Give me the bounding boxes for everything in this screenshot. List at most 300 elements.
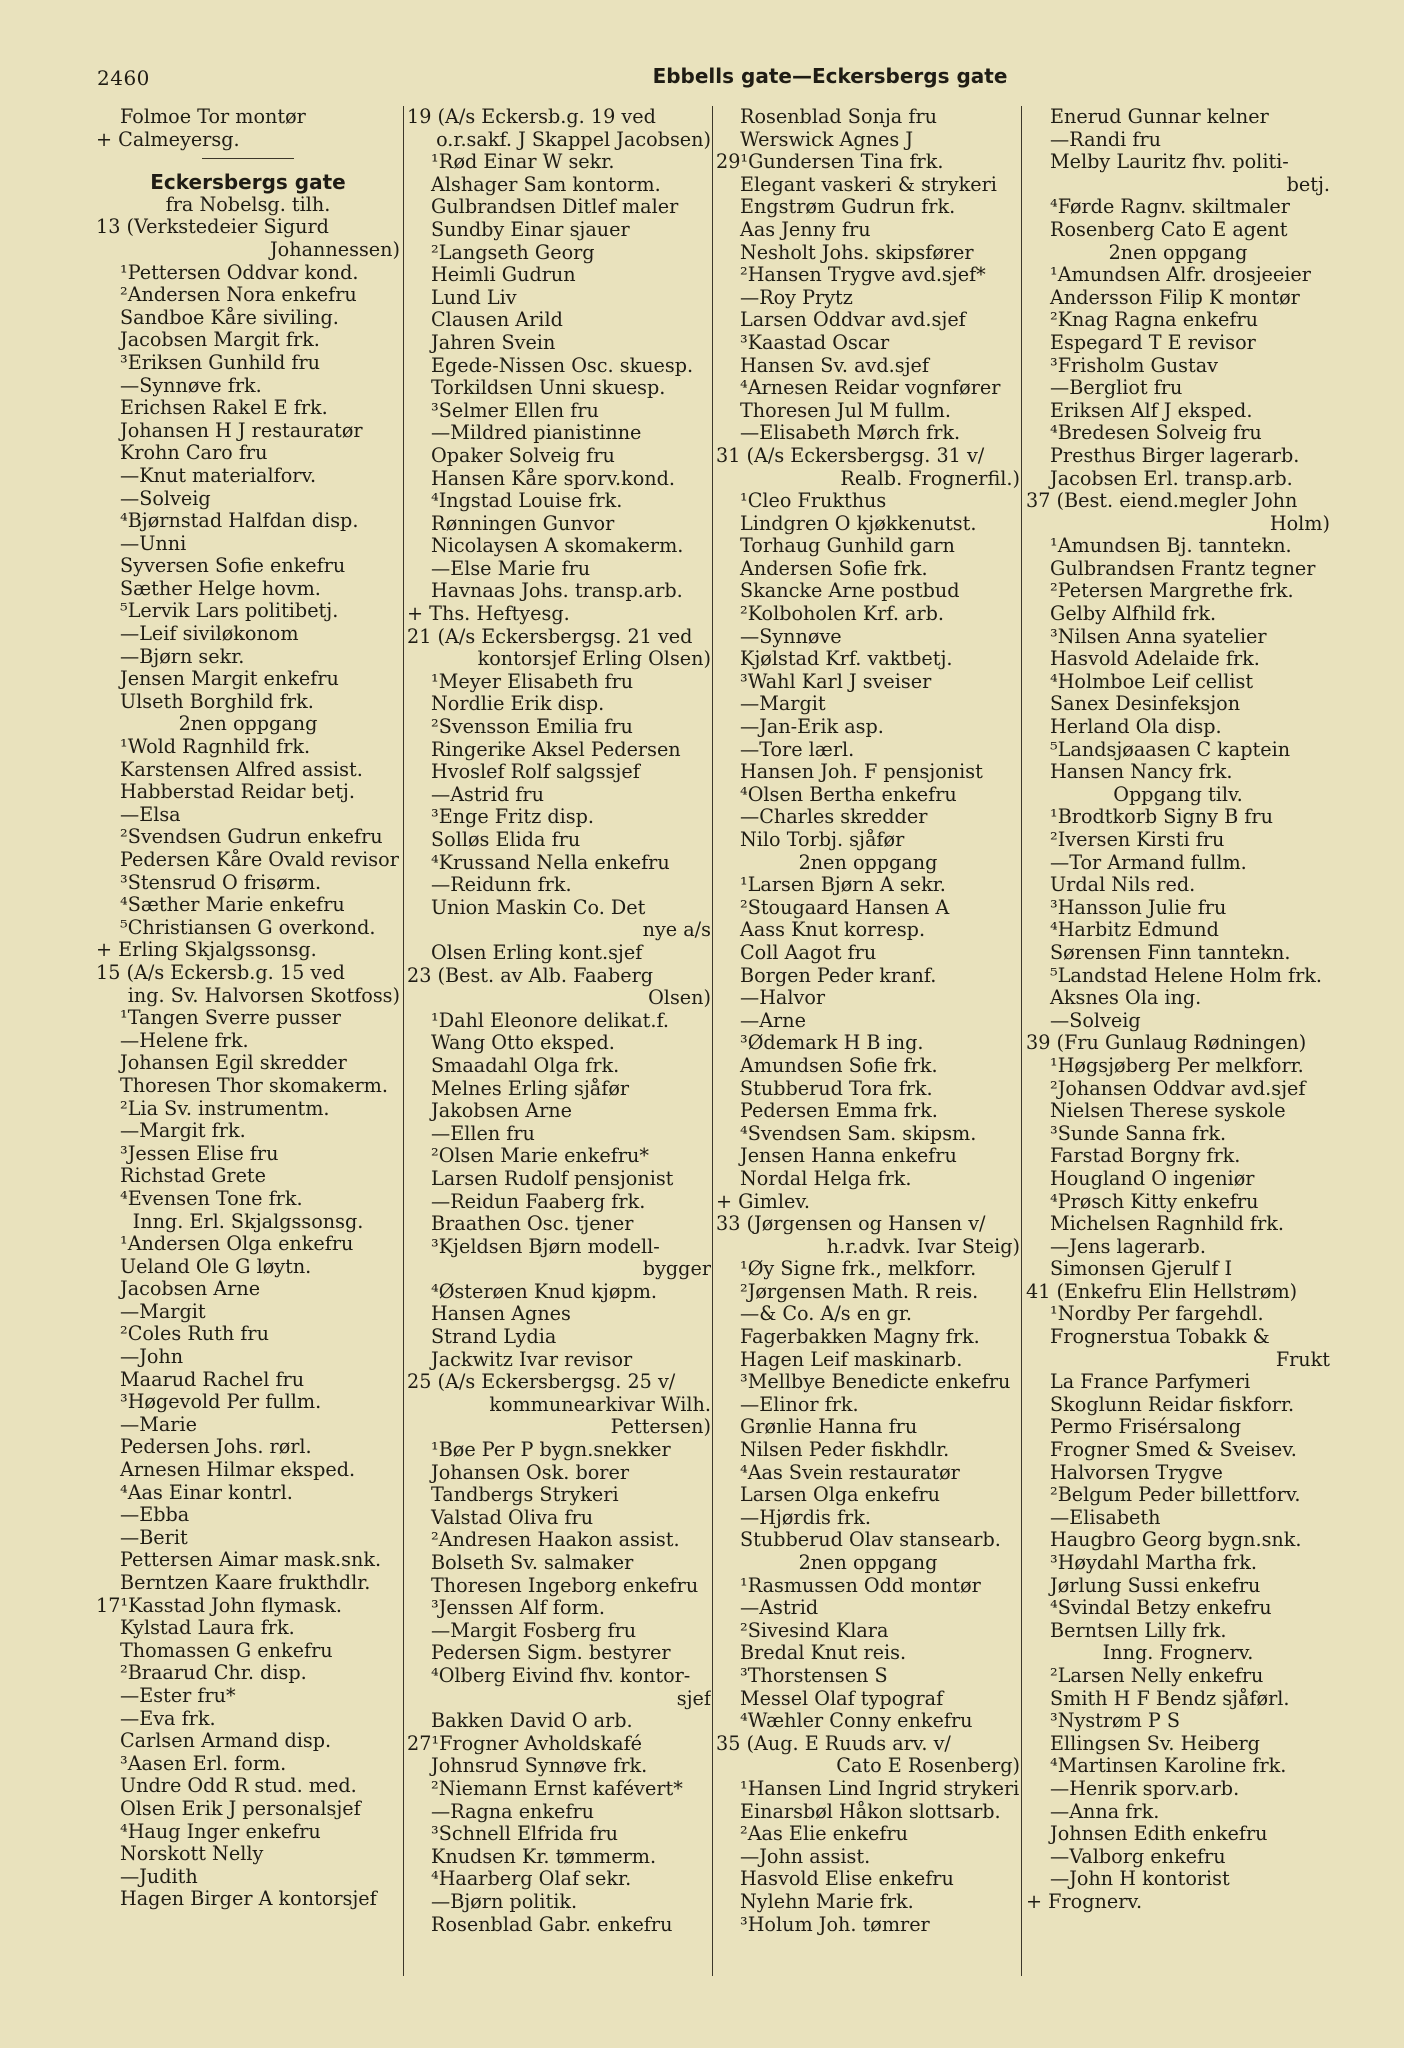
- directory-entry: —Margit: [120, 1300, 206, 1323]
- directory-entry: ⁴Holmboe Leif cellist: [1050, 670, 1254, 693]
- directory-entry: ¹Larsen Bjørn A sekr.: [740, 874, 946, 897]
- directory-entry: Ueland Ole G løytn.: [120, 1255, 312, 1278]
- directory-entry: Ellingsen Sv. Heiberg: [1050, 1732, 1260, 1755]
- directory-entry: —Tore lærl.: [740, 738, 855, 761]
- directory-entry: ²Coles Ruth fru: [120, 1323, 269, 1346]
- directory-entry: ³Schnell Elfrida fru: [431, 1823, 619, 1846]
- directory-entry: ing. Sv. Halvorsen Skotfoss): [127, 984, 400, 1007]
- directory-entry: Hansen Agnes: [431, 1303, 571, 1326]
- directory-entry: ²Belgum Peder billettforv.: [1050, 1484, 1301, 1507]
- directory-entry: Nilsen Peder fiskhdlr.: [740, 1439, 950, 1462]
- directory-entry: Johansen H J restauratør: [120, 419, 363, 442]
- directory-entry: Pedersen Johs. rørl.: [120, 1436, 312, 1459]
- directory-entry: Hvoslef Rolf salgssjef: [431, 761, 640, 784]
- directory-entry: ²Braarud Chr. disp.: [120, 1662, 307, 1685]
- directory-entry: Thoresen Jul M fullm.: [740, 399, 951, 422]
- directory-entry: ⁴Bredesen Solveig fru: [1050, 422, 1262, 445]
- directory-entry: ²Iversen Kirsti fru: [1050, 829, 1225, 851]
- directory-entry: ³Kaastad Oscar: [740, 331, 890, 354]
- directory-entry: Enerud Gunnar kelner: [1050, 106, 1269, 128]
- directory-entry: —Margit Fosberg fru: [431, 1619, 637, 1642]
- directory-entry: 2nen oppgang: [178, 713, 318, 736]
- directory-entry: ³Sunde Sanna frk.: [1050, 1122, 1227, 1145]
- directory-entry: —Synnøve frk.: [120, 374, 262, 397]
- directory-entry: —Hjørdis frk.: [740, 1506, 871, 1529]
- directory-entry: ²Langseth Georg: [431, 241, 595, 264]
- directory-entry: ²Hansen Trygve avd.sjef*: [740, 264, 986, 287]
- directory-entry: ³Ødemark H B ing.: [740, 1032, 924, 1055]
- directory-entry: Alshager Sam kontorm.: [431, 173, 661, 196]
- directory-entry: Jahren Svein: [431, 331, 556, 354]
- directory-entry: 33 (Jørgensen og Hansen v/: [716, 1213, 986, 1236]
- directory-entry: ⁴Martinsen Karoline frk.: [1050, 1755, 1287, 1778]
- directory-entry: Eriksen Alf J eksped.: [1050, 399, 1253, 422]
- directory-entry: 21 (A/s Eckersbergsg. 21 ved: [407, 625, 693, 648]
- directory-entry: —Berit: [120, 1526, 188, 1549]
- directory-entry: Nicolaysen A skomakerm.: [431, 535, 684, 558]
- directory-entry: ³Hansson Julie fru: [1050, 896, 1227, 919]
- directory-entry: ⁴Haug Inger enkefru: [120, 1820, 321, 1843]
- directory-entry: ⁵Lervik Lars politibetj.: [120, 600, 339, 623]
- directory-entry: Melby Lauritz fhv. politi-: [1050, 151, 1289, 174]
- directory-entry: Jakobsen Arne: [431, 1100, 572, 1123]
- directory-entry: ³Mellbye Benedicte enkefru: [740, 1371, 1011, 1394]
- directory-entry: Skancke Arne postbud: [740, 580, 960, 603]
- directory-entry: Haugbro Georg bygn.snk.: [1050, 1529, 1302, 1552]
- directory-entry: —Else Marie fru: [431, 557, 591, 580]
- directory-entry: + Ths. Heftyesg.: [407, 603, 570, 626]
- directory-entry: ³Kjeldsen Bjørn modell-: [431, 1235, 660, 1258]
- directory-entry: Torhaug Gunhild garn: [740, 535, 955, 558]
- directory-entry: —Leif siviløkonom: [120, 623, 299, 646]
- directory-entry: Hagen Birger A kontorsjef: [120, 1888, 377, 1911]
- page-header: Ebbells gate—Eckersbergs gate: [652, 64, 1008, 88]
- directory-entry: ⁴Haarberg Olaf sekr.: [431, 1868, 632, 1891]
- directory-entry: Hansen Joh. F pensjonist: [740, 761, 983, 784]
- directory-entry: Werswick Agnes J: [740, 128, 914, 151]
- directory-entry: Hansen Sv. avd.sjef: [740, 354, 930, 377]
- directory-entry: ⁴Førde Ragnv. skiltmaler: [1050, 196, 1290, 219]
- directory-entry: + Gimlev.: [716, 1190, 810, 1213]
- directory-entry: Maarud Rachel fru: [120, 1368, 305, 1391]
- directory-entry: Rosenberg Cato E agent: [1050, 218, 1288, 241]
- directory-entry: Hasvold Elise enkefru: [740, 1868, 954, 1891]
- directory-entry: ¹Rasmussen Odd montør: [740, 1574, 981, 1597]
- directory-entry: ³Enge Fritz disp.: [431, 806, 594, 829]
- directory-entry: La France Parfymeri: [1050, 1371, 1251, 1394]
- directory-entry: Habberstad Reidar betj.: [120, 781, 355, 804]
- directory-entry: Jackwitz Ivar revisor: [431, 1348, 633, 1371]
- directory-entry: Heimli Gudrun: [431, 264, 576, 287]
- directory-entry: ³Holum Joh. tømrer: [740, 1913, 930, 1936]
- directory-entry: Smith H F Bendz sjåførl.: [1050, 1687, 1290, 1710]
- directory-entry: Halvorsen Trygve: [1050, 1461, 1223, 1484]
- directory-entry: Elegant vaskeri & strykeri: [740, 173, 997, 196]
- directory-entry: Oppgang tilv.: [1113, 783, 1243, 806]
- directory-entry: Andersson Filip K montør: [1050, 286, 1300, 309]
- directory-entry: ²Kolboholen Krf. arb.: [740, 603, 945, 626]
- directory-entry: Urdal Nils red.: [1050, 874, 1196, 897]
- directory-entry: Bredal Knut reis.: [740, 1642, 907, 1665]
- directory-entry: Norskott Nelly: [120, 1843, 264, 1866]
- directory-entry: Opaker Solveig fru: [431, 444, 615, 467]
- directory-entry: —Eva frk.: [120, 1707, 216, 1730]
- directory-entry: Gulbrandsen Frantz tegner: [1050, 557, 1316, 580]
- directory-entry: sjef: [676, 1687, 711, 1710]
- directory-entry: ⁴Harbitz Edmund: [1050, 919, 1219, 942]
- directory-entry: Melnes Erling sjåfør: [431, 1077, 630, 1100]
- directory-entry: Thoresen Thor skomakerm.: [120, 1074, 388, 1097]
- directory-entry: ³Høydahl Martha frk.: [1050, 1552, 1257, 1574]
- directory-entry: —Jens lagerarb.: [1050, 1235, 1206, 1258]
- directory-entry: bygger: [642, 1258, 711, 1281]
- directory-entry: Folmoe Tor montør: [120, 106, 306, 128]
- directory-entry: + Erling Skjalgssonsg.: [96, 939, 317, 962]
- directory-entry: Nylehn Marie frk.: [740, 1890, 914, 1913]
- directory-entry: Krohn Caro fru: [120, 442, 268, 465]
- directory-entry: ³Nilsen Anna syatelier: [1050, 625, 1267, 648]
- directory-entry: Rønningen Gunvor: [431, 512, 615, 535]
- directory-entry: Nesholt Johs. skipsfører: [740, 241, 974, 264]
- directory-entry: Braathen Osc. tjener: [431, 1213, 634, 1236]
- directory-entry: Johnsrud Synnøve frk.: [431, 1755, 648, 1778]
- directory-entry: —Solveig: [1050, 1009, 1141, 1032]
- directory-entry: Sørensen Finn tanntekn.: [1050, 941, 1291, 964]
- directory-entry: —John assist.: [740, 1845, 871, 1868]
- directory-entry: ⁴Aas Einar kontrl.: [120, 1481, 293, 1504]
- directory-entry: ³Thorstensen S: [740, 1664, 888, 1687]
- directory-entry: Strand Lydia: [431, 1326, 557, 1349]
- directory-entry: Gelby Alfhild frk.: [1050, 603, 1217, 626]
- directory-entry: —Jan-Erik asp.: [740, 716, 884, 739]
- directory-entry: Johansen Osk. borer: [431, 1461, 629, 1484]
- directory-entry: 29¹Gundersen Tina frk.: [716, 151, 944, 174]
- directory-entry: ²Aas Elie enkefru: [740, 1823, 908, 1846]
- directory-entry: Jacobsen Erl. transp.arb.: [1050, 467, 1293, 490]
- directory-entry: Kjølstad Krf. vaktbetj.: [740, 648, 953, 671]
- directory-entry: + Frognerv.: [1026, 1890, 1143, 1913]
- directory-entry: ²Lia Sv. instrumentm.: [120, 1097, 330, 1120]
- directory-entry: ²Olsen Marie enkefru*: [431, 1145, 649, 1168]
- directory-entry: —Bjørn sekr.: [120, 645, 245, 668]
- directory-entry: 25 (A/s Eckersbergsg. 25 v/: [407, 1371, 676, 1394]
- directory-entry: ⁴Olsen Bertha enkefru: [740, 783, 957, 806]
- column-1: [96, 106, 400, 1986]
- directory-entry: ⁴Olberg Eivind fhv. kontor-: [431, 1664, 691, 1687]
- directory-entry: Ulseth Borghild frk.: [120, 690, 314, 713]
- directory-entry: Frukt: [1275, 1348, 1330, 1371]
- directory-entry: Herland Ola disp.: [1050, 716, 1222, 739]
- directory-entry: Sandboe Kåre siviling.: [120, 306, 339, 329]
- directory-entry: Eckersbergs gate: [150, 171, 346, 194]
- directory-entry: kontorsjef Erling Olsen): [477, 648, 711, 671]
- directory-entry: 41 (Enkefru Elin Hellstrøm): [1026, 1280, 1298, 1303]
- directory-entry: 19 (A/s Eckersb.g. 19 ved: [407, 106, 656, 128]
- directory-entry: Pedersen Emma frk.: [740, 1100, 938, 1123]
- directory-entry: ¹Øy Signe frk., melkforr.: [740, 1258, 977, 1281]
- column-divider: [1021, 106, 1022, 1976]
- directory-entry: Hansen Nancy frk.: [1050, 761, 1233, 784]
- directory-entry: o.r.sakf. J Skappel Jacobsen): [436, 128, 711, 151]
- directory-entry: ¹Meyer Elisabeth fru: [431, 670, 634, 693]
- directory-entry: Aas Jenny fru: [740, 218, 871, 241]
- directory-entry: Realb. Frognerfil.): [840, 467, 1020, 490]
- directory-entry: ²Svendsen Gudrun enkefru: [120, 826, 383, 849]
- directory-entry: —Roy Prytz: [740, 286, 853, 309]
- directory-entry: ⁴Evensen Tone frk.: [120, 1187, 303, 1210]
- directory-entry: —Henrik sporv.arb.: [1050, 1777, 1240, 1800]
- directory-entry: Lund Liv: [431, 286, 517, 309]
- directory-entry: ¹Bøe Per P bygn.snekker: [431, 1439, 671, 1462]
- directory-entry: Undre Odd R stud. med.: [120, 1775, 357, 1798]
- directory-entry: Frognerstua Tobakk &: [1050, 1326, 1270, 1349]
- directory-entry: Johansen Egil skredder: [120, 1052, 347, 1075]
- directory-entry: Nilo Torbj. sjåfør: [740, 829, 905, 851]
- directory-entry: ⁴Prøsch Kitty enkefru: [1050, 1190, 1259, 1213]
- directory-entry: —Arne: [740, 1009, 806, 1032]
- directory-entry: Larsen Oddvar avd.sjef: [740, 309, 966, 332]
- column-4: [1026, 106, 1330, 1986]
- directory-entry: Pettersen Aimar mask.snk.: [120, 1549, 382, 1572]
- directory-entry: h.r.advk. Ivar Steig): [826, 1235, 1020, 1258]
- directory-entry: Frogner Smed & Sveisev.: [1050, 1439, 1297, 1462]
- directory-entry: Carlsen Armand disp.: [120, 1730, 332, 1753]
- directory-entry: ⁴Krussand Nella enkefru: [431, 851, 670, 874]
- directory-entry: —Anna frk.: [1050, 1800, 1160, 1823]
- directory-entry: ²Andersen Nora enkefru: [120, 284, 357, 307]
- directory-entry: ¹Nordby Per fargehdl.: [1050, 1303, 1264, 1326]
- directory-entry: 2nen oppgang: [798, 851, 938, 874]
- directory-entry: —Reidun Faaberg frk.: [431, 1190, 646, 1213]
- column-divider: [712, 106, 713, 1976]
- directory-entry: Simonsen Gjerulf I: [1050, 1258, 1233, 1281]
- directory-entry: 31 (A/s Eckersbergsg. 31 v/: [716, 444, 985, 467]
- directory-entry: Valstad Oliva fru: [431, 1506, 594, 1529]
- directory-entry: —Tor Armand fullm.: [1050, 851, 1247, 874]
- directory-entry: ¹Brodtkorb Signy B fru: [1050, 806, 1273, 829]
- directory-entry: Sundby Einar sjauer: [431, 218, 630, 241]
- directory-entry: Holm): [1269, 512, 1330, 535]
- directory-entry: Stubberud Olav stansearb.: [740, 1529, 1001, 1552]
- directory-entry: Bakken David O arb.: [431, 1710, 633, 1733]
- directory-entry: Ringerike Aksel Pedersen: [431, 738, 681, 761]
- directory-entry: —Synnøve: [740, 625, 842, 648]
- directory-entry: ⁴Sæther Marie enkefru: [120, 894, 345, 917]
- directory-entry: ²Sivesind Klara: [740, 1619, 889, 1642]
- directory-entry: Syversen Sofie enkefru: [120, 555, 346, 578]
- directory-entry: —Unni: [120, 532, 187, 555]
- directory-entry: Hansen Kåre sporv.kond.: [431, 467, 676, 490]
- directory-entry: —Ellen fru: [431, 1122, 535, 1145]
- directory-entry: Havnaas Johs. transp.arb.: [431, 580, 683, 603]
- directory-entry: Rosenblad Gabr. enkefru: [431, 1913, 673, 1936]
- directory-entry: 39 (Fru Gunlaug Rødningen): [1026, 1032, 1307, 1055]
- directory-entry: Smaadahl Olga frk.: [431, 1054, 620, 1077]
- directory-entry: Larsen Olga enkefru: [740, 1484, 941, 1507]
- directory-entry: ³Aasen Erl. form.: [120, 1752, 287, 1775]
- directory-entry: Michelsen Ragnhild frk.: [1050, 1213, 1285, 1236]
- directory-entry: —Ragna enkefru: [431, 1800, 595, 1823]
- directory-entry: —Mildred pianistinne: [431, 422, 642, 445]
- directory-entry: Borgen Peder kranf.: [740, 964, 937, 987]
- directory-entry: ¹Høgsjøberg Per melkforr.: [1050, 1054, 1304, 1077]
- directory-entry: Olsen Erling kont.sjef: [431, 941, 643, 964]
- directory-entry: Jensen Hanna enkefru: [740, 1145, 957, 1168]
- directory-entry: Erichsen Rakel E frk.: [120, 397, 328, 420]
- directory-entry: Torkildsen Unni skuesp.: [431, 377, 666, 400]
- directory-entry: Olsen Erik J personalsjef: [120, 1797, 361, 1820]
- directory-entry: Bolseth Sv. salmaker: [431, 1552, 634, 1574]
- directory-entry: ⁴Svindal Betzy enkefru: [1050, 1597, 1272, 1620]
- directory-entry: Berntzen Kaare frukthdlr.: [120, 1572, 371, 1594]
- directory-entry: Permo Frisérsalong: [1050, 1416, 1242, 1439]
- directory-entry: —Elsa: [120, 803, 181, 826]
- directory-entry: ³Høgevold Per fullm.: [120, 1391, 322, 1414]
- directory-entry: —Charles skredder: [740, 806, 928, 829]
- directory-entry: —Judith: [120, 1865, 198, 1888]
- directory-entry: ¹Hansen Lind Ingrid strykeri: [740, 1777, 1020, 1800]
- directory-entry: ¹Wold Ragnhild frk.: [120, 736, 311, 759]
- directory-entry: ³Frisholm Gustav: [1050, 354, 1219, 377]
- directory-entry: 23 (Best. av Alb. Faaberg: [407, 964, 654, 987]
- directory-entry: Messel Olaf typograf: [740, 1687, 944, 1710]
- directory-entry: —Margit frk.: [120, 1120, 246, 1143]
- directory-entry: —Bjørn politik.: [431, 1890, 578, 1913]
- directory-entry: Grønlie Hanna fru: [740, 1416, 918, 1439]
- directory-entry: Aass Knut korresp.: [740, 919, 926, 942]
- directory-entry: Thomassen G enkefru: [120, 1639, 333, 1662]
- directory-entry: —Bergliot fru: [1050, 377, 1183, 400]
- directory-entry: Kylstad Laura frk.: [120, 1617, 295, 1640]
- directory-entry: ⁴Svendsen Sam. skipsm.: [740, 1122, 977, 1145]
- directory-entry: —Ebba: [120, 1504, 190, 1527]
- column-2: [407, 106, 711, 1986]
- directory-entry: ²Svensson Emilia fru: [431, 716, 633, 739]
- directory-entry: Hougland O ingeniør: [1050, 1167, 1255, 1190]
- directory-entry: Tandbergs Strykeri: [431, 1484, 619, 1507]
- directory-entry: Stubberud Tora frk.: [740, 1077, 933, 1100]
- directory-entry: Pedersen Sigm. bestyrer: [431, 1642, 671, 1665]
- directory-entry: kommunearkivar Wilh.: [489, 1393, 711, 1416]
- directory-entry: ⁵Christiansen G overkond.: [120, 916, 376, 939]
- directory-entry: —Astrid fru: [431, 783, 544, 806]
- directory-entry: betj.: [1286, 173, 1330, 196]
- directory-entry: Sanex Desinfeksjon: [1050, 693, 1241, 716]
- directory-entry: 17¹Kasstad John flymask.: [96, 1594, 343, 1617]
- directory-entry: Cato E Rosenberg): [836, 1755, 1020, 1778]
- directory-entry: + Calmeyersg.: [96, 128, 240, 151]
- column-divider: [403, 106, 404, 1976]
- directory-entry: 35 (Aug. E Ruuds arv. v/: [716, 1732, 951, 1755]
- directory-entry: Clausen Arild: [431, 309, 563, 332]
- directory-entry: ²Niemann Ernst kafévert*: [431, 1777, 683, 1800]
- directory-entry: —Valborg enkefru: [1050, 1845, 1226, 1868]
- directory-entry: —Ester fru*: [120, 1684, 236, 1707]
- directory-entry: ¹Amundsen Alfr. drosjeeier: [1050, 264, 1311, 287]
- directory-entry: ⁴Bjørnstad Halfdan disp.: [120, 510, 359, 533]
- directory-entry: ³Nystrøm P S: [1050, 1710, 1181, 1733]
- directory-entry: ⁴Wæhler Conny enkefru: [740, 1710, 973, 1733]
- directory-entry: Knudsen Kr. tømmerm.: [431, 1845, 657, 1868]
- directory-entry: 27¹Frogner Avholdskafé: [407, 1732, 643, 1755]
- directory-entry: ³Eriksen Gunhild fru: [120, 351, 320, 374]
- directory-entry: ²Petersen Margrethe frk.: [1050, 580, 1294, 603]
- directory-entry: ⁴Arnesen Reidar vognfører: [740, 377, 1001, 400]
- directory-entry: ¹Cleo Frukthus: [740, 490, 887, 513]
- directory-entry: Hagen Leif maskinarb.: [740, 1348, 963, 1371]
- directory-entry: Nordal Helga frk.: [740, 1167, 912, 1190]
- directory-entry: Thoresen Ingeborg enkefru: [431, 1574, 699, 1597]
- directory-entry: Jacobsen Margit frk.: [120, 329, 320, 352]
- directory-entry: Jacobsen Arne: [120, 1278, 261, 1301]
- directory-entry: Fagerbakken Magny frk.: [740, 1326, 980, 1349]
- directory-entry: nye a/s: [642, 919, 711, 942]
- directory-entry: Gulbrandsen Ditlef maler: [431, 196, 679, 219]
- directory-entry: Andersen Sofie frk.: [740, 557, 928, 580]
- directory-entry: —Solveig: [120, 487, 211, 510]
- directory-entry: Wang Otto eksped.: [431, 1032, 615, 1055]
- directory-entry: Jensen Margit enkefru: [120, 668, 339, 691]
- directory-entry: —& Co. A/s en gr.: [740, 1303, 912, 1326]
- directory-entry: 2nen oppgang: [798, 1552, 938, 1574]
- directory-entry: —Helene frk.: [120, 1029, 249, 1052]
- directory-entry: —Elisabeth: [1050, 1506, 1161, 1529]
- directory-entry: ³Selmer Ellen fru: [431, 399, 599, 422]
- directory-entry: Hasvold Adelaide frk.: [1050, 648, 1260, 671]
- directory-entry: Larsen Rudolf pensjonist: [431, 1167, 674, 1190]
- directory-entry: ¹Dahl Eleonore delikat.f.: [431, 1009, 669, 1032]
- directory-entry: ¹Amundsen Bj. tanntekn.: [1050, 535, 1292, 558]
- directory-entry: —John: [120, 1346, 184, 1369]
- directory-entry: Inng. Frognerv.: [1102, 1642, 1254, 1665]
- directory-entry: Union Maskin Co. Det: [431, 896, 646, 919]
- directory-entry: Nielsen Therese syskole: [1050, 1100, 1286, 1123]
- directory-entry: ⁴Aas Svein restauratør: [740, 1461, 960, 1484]
- directory-entry: Johannessen): [269, 238, 400, 261]
- directory-entry: ²Stougaard Hansen A: [740, 896, 950, 919]
- directory-entry: ²Jørgensen Math. R reis.: [740, 1280, 979, 1303]
- directory-entry: —Reidunn frk.: [431, 874, 572, 897]
- directory-entry: ¹Tangen Sverre pusser: [120, 1007, 341, 1030]
- directory-entry: Pedersen Kåre Ovald revisor: [120, 849, 399, 871]
- directory-entry: Amundsen Sofie frk.: [740, 1054, 938, 1077]
- directory-entry: 37 (Best. eiend.megler John: [1026, 490, 1298, 513]
- directory-entry: —John H kontorist: [1050, 1868, 1230, 1891]
- directory-entry: ⁴Ingstad Louise frk.: [431, 490, 623, 513]
- directory-entry: —Margit: [740, 693, 826, 716]
- directory-entry: —Astrid: [740, 1597, 819, 1620]
- directory-entry: —Elisabeth Mørch frk.: [740, 422, 961, 445]
- directory-entry: ⁴Østerøen Knud kjøpm.: [431, 1280, 658, 1303]
- directory-entry: Presthus Birger lagerarb.: [1050, 444, 1300, 467]
- directory-entry: Egede-Nissen Osc. skuesp.: [431, 354, 694, 377]
- directory-entry: Skoglunn Reidar fiskforr.: [1050, 1393, 1295, 1416]
- directory-entry: Coll Aagot fru: [740, 941, 877, 964]
- directory-entry: ¹Pettersen Oddvar kond.: [120, 261, 359, 284]
- directory-entry: Pettersen): [610, 1416, 711, 1439]
- directory-entry: 2nen oppgang: [1108, 241, 1248, 264]
- directory-entry: Olsen): [648, 987, 711, 1010]
- directory-entry: —Halvor: [740, 987, 826, 1010]
- directory-entry: ¹Andersen Olga enkefru: [120, 1233, 354, 1256]
- directory-entry: Rosenblad Sonja fru: [740, 106, 937, 128]
- directory-entry: Berntsen Lilly frk.: [1050, 1619, 1227, 1642]
- directory-entry: Lindgren O kjøkkenutst.: [740, 512, 977, 535]
- column-3: [716, 106, 1020, 1986]
- directory-entry: Johnsen Edith enkefru: [1050, 1823, 1268, 1846]
- directory-entry: Jørlung Sussi enkefru: [1050, 1574, 1261, 1597]
- directory-entry: Nordlie Erik disp.: [431, 693, 605, 716]
